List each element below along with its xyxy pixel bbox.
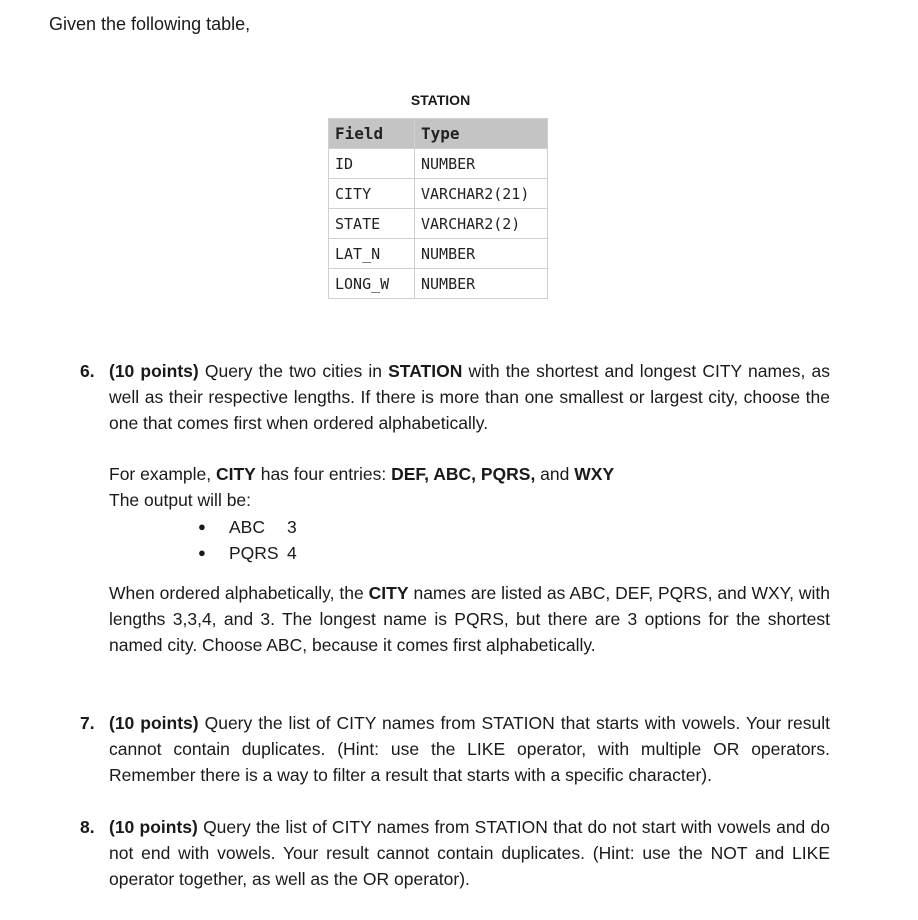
- type-cell: NUMBER: [415, 269, 548, 299]
- output-label: The output will be:: [109, 490, 252, 510]
- example-line: For example, CITY has four entries: DEF, ABC, PQRS, and WXY: [109, 464, 615, 484]
- header-type: Type: [415, 119, 548, 149]
- table-row: [329, 179, 548, 209]
- table-row: [329, 209, 548, 239]
- question-number: 8.: [80, 817, 95, 837]
- table-title: STATION: [410, 92, 471, 108]
- type-cell: NUMBER: [415, 239, 548, 269]
- station-keyword: STATION: [388, 361, 463, 381]
- explanation-paragraph: When ordered alphabetically, the CITY names are listed as ABC, DEF, PQRS, and WXY, with lengths 3,3,4, and 3. The longest name is PQRS, but there are 3 options for the shortest named city. Choose ABC, because it comes first alphabetically.: [109, 583, 830, 655]
- station-table: [328, 118, 548, 299]
- question-text: Query the list of CITY names from STATION that starts with vowels. Your result cannot contain duplicates. (Hint: use the LIKE operator, with multiple OR operators. Remember there is a way to filter a result that starts with a specific character).: [109, 713, 830, 785]
- table-row: [329, 269, 548, 299]
- table-header-row: [329, 119, 548, 149]
- question-number: 7.: [80, 713, 95, 733]
- points-label: (10 points): [109, 817, 198, 837]
- type-cell: VARCHAR2(2): [415, 209, 548, 239]
- question-7: [80, 710, 830, 788]
- question-6: [80, 358, 830, 436]
- list-item: ● PQRS 4: [196, 540, 297, 566]
- field-cell: STATE: [329, 209, 415, 239]
- list-item: ● ABC 3: [196, 514, 297, 540]
- table-row: [329, 239, 548, 269]
- question-body: [109, 358, 830, 436]
- field-cell: CITY: [329, 179, 415, 209]
- question-text: with the shortest and longest CITY names, as well as their respective lengths. If there is more than one smallest or largest city, choose the one that comes first when ordered alphabetically.: [109, 361, 830, 433]
- question-number: 6.: [80, 361, 95, 381]
- field-cell: LONG_W: [329, 269, 415, 299]
- points-label: (10 points): [109, 361, 199, 381]
- intro-text: Given the following table,: [49, 14, 251, 34]
- question-text: Query the list of CITY names from STATION that do not start with vowels and do not end with vowels. Your result cannot contain duplicates. (Hint: use the NOT and LIKE operator together, as well as the OR operator).: [109, 817, 830, 889]
- example-block: [109, 461, 830, 513]
- field-cell: ID: [329, 149, 415, 179]
- type-cell: NUMBER: [415, 149, 548, 179]
- table-row: [329, 149, 548, 179]
- type-cell: VARCHAR2(21): [415, 179, 548, 209]
- header-field: Field: [329, 119, 415, 149]
- question-body: [109, 814, 830, 892]
- question-body: [109, 710, 830, 788]
- points-label: (10 points): [109, 713, 199, 733]
- question-text: Query the two cities in: [198, 361, 389, 381]
- question-8: [80, 814, 830, 892]
- field-cell: LAT_N: [329, 239, 415, 269]
- output-list: [196, 514, 297, 566]
